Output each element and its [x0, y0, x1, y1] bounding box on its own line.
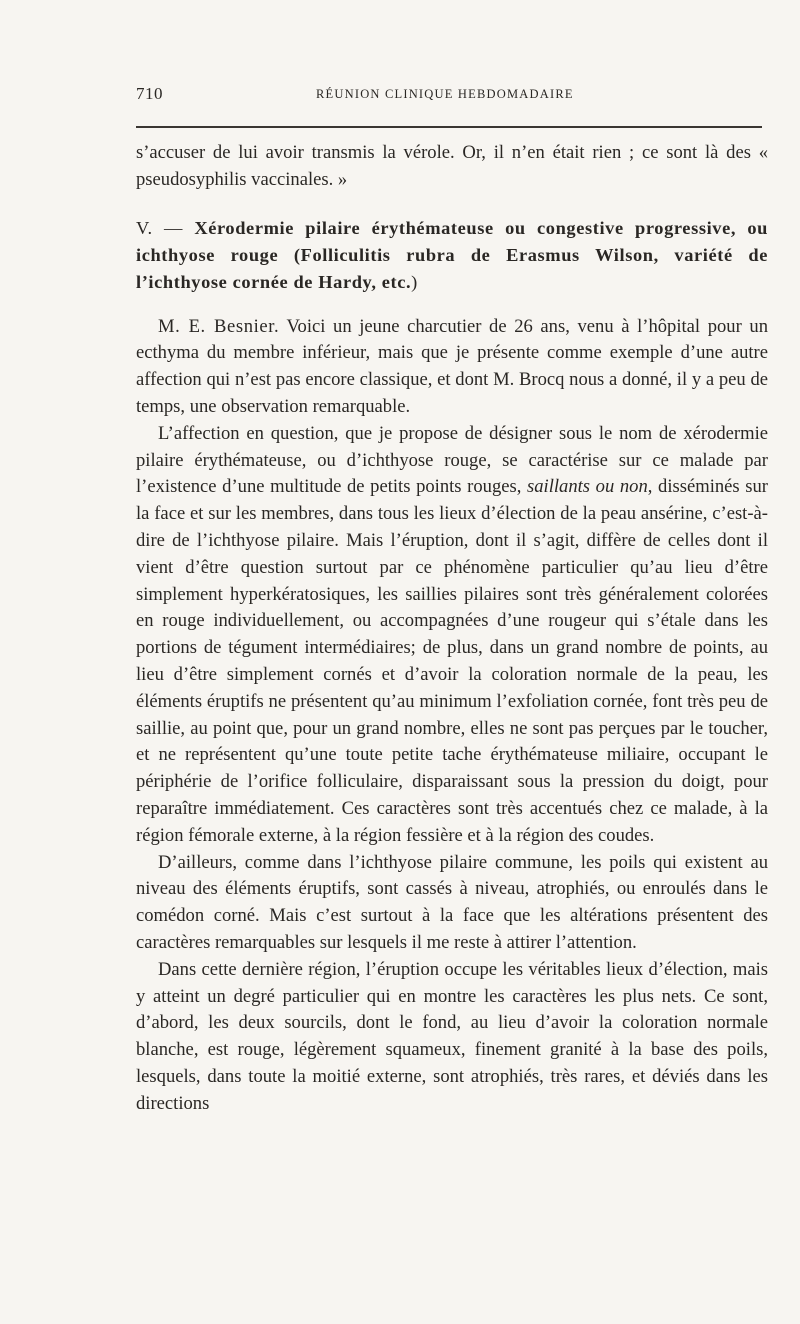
page-number: 710 [136, 84, 163, 103]
header-rule [136, 126, 762, 128]
running-title: RÉUNION CLINIQUE HEBDOMADAIRE [316, 87, 574, 101]
running-head [136, 84, 766, 114]
paragraph-2-part-a: L’affection en question, que je propose de désigner sous le nom de xérodermie pilaire érythémateuse, ou d’ichthyose rouge, se caractérise sur ce malade par l’existence d’une multitude de petits points rouges, [136, 422, 768, 498]
paragraph-2-italic: saillants ou non [527, 476, 648, 498]
section-title: Xérodermie pilaire érythémateuse ou congestive progressive, ou ichthyose rouge (Folliculitis rubra de Erasmus Wilson, variété de l’ichthyose cornée de Hardy, etc. [136, 217, 768, 292]
section-heading [136, 215, 768, 296]
book-page [136, 84, 766, 114]
section-number: V. — [136, 217, 184, 238]
intro-paragraph: s’accuser de lui avoir transmis la vérole. Or, il n’en était rien ; ce sont là des « pseudosyphilis vaccinales. » [136, 142, 768, 190]
body-text [136, 140, 768, 1118]
paragraph-1-text: Voici un jeune charcutier de 26 ans, venu à l’hôpital pour un ecthyma du membre inférieur, mais que je présente comme exemple d’une autre affection qui n’est pas encore classique, et dont M. Brocq nous a donné, il y a peu de temps, une observation remarquable. [136, 315, 768, 417]
paragraph-1 [136, 314, 768, 421]
paragraph-4: Dans cette dernière région, l’éruption occupe les véritables lieux d’élection, mais y atteint un degré particulier qui en montre les caractères les plus nets. Ce sont, d’abord, les deux sourcils, dont le fond, au lieu d’avoir la coloration normale blanche, est rouge, légèrement squameux, finement granité à la base des poils, lesquels, dans toute la moitié externe, sont atrophiés, très rares, et déviés dans les directions [136, 958, 768, 1114]
paragraph-2 [136, 421, 768, 850]
paragraph-3: D’ailleurs, comme dans l’ichthyose pilaire commune, les poils qui existent au niveau des éléments éruptifs, sont cassés à niveau, atrophiés, ou enroulés dans le comédon corné. Mais c’est surtout à la face que les altérations présentent des caractères remarquables sur lesquels il me reste à attirer l’attention. [136, 851, 768, 953]
section-title-end: ) [411, 271, 418, 292]
paragraph-2-part-b: , disséminés sur la face et sur les membres, dans tous les lieux d’élection de la peau ansérine, c’est-à-dire de l’ichthyose pilaire. Mais l’éruption, dont il s’agit, diffère de celles dont il vient d’être question surtout par ce phénomène particulier qu’au lieu d’être simplement hyperkératosiques, les saillies pilaires sont très généralement colorées en rouge individuellement, ou accompagnées d’une rougeur qui s’étale dans les portions de tégument intermédiaires; de plus, dans un grand nombre de points, au lieu d’être simplement cornés et d’avoir la coloration normale de la peau, les éléments éruptifs ne présentent qu’au minimum l’exfoliation cornée, font très peu de saillie, au point que, pour un grand nombre, elles ne sont pas perçues par le toucher, et ne représentent qu’une toute petite tache érythémateuse miliaire, occupant le périphérie de l’orifice folliculaire, disparaissant sous la pression du doigt, pour reparaître immédiatement. Ces caractères sont très accentués chez ce malade, à la région fémorale externe, à la région fessière et à la région des coudes. [136, 476, 768, 846]
speaker-name: M. E. Besnier. [158, 315, 280, 337]
